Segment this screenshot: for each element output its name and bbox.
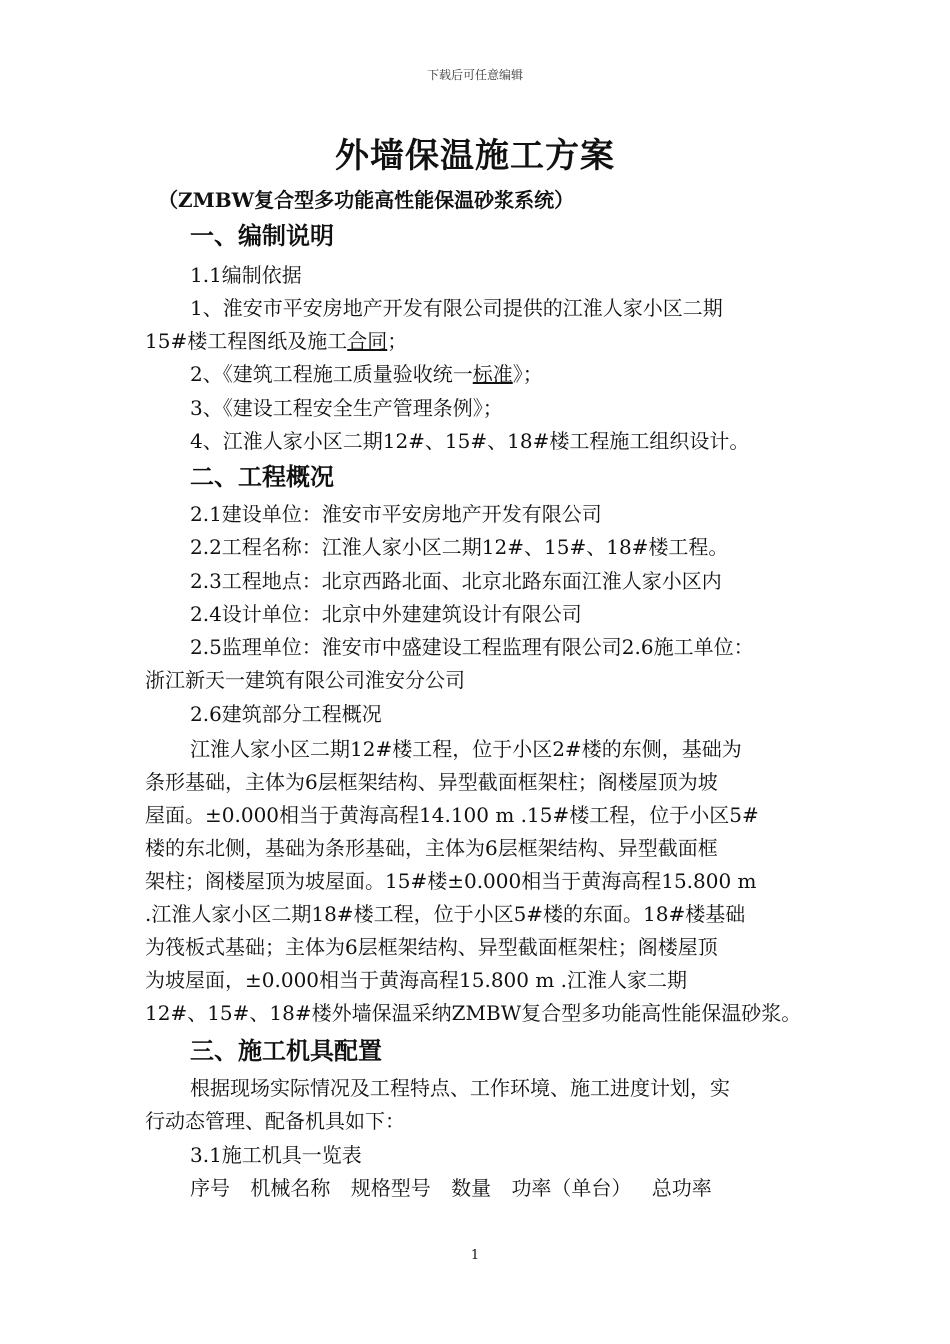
overview-line-3: 2.3工程地点：北京西路北面、北京北路东面江淮人家小区内 <box>190 569 722 593</box>
overview-line-1: 2.1建设单位：淮安市平安房地产开发有限公司 <box>190 502 602 526</box>
overview-line-4: 2.4设计单位：北京中外建建筑设计有限公司 <box>190 602 582 626</box>
document-subtitle: （ZMBW复合型多功能高性能保温砂浆系统） <box>158 188 575 212</box>
document-title: 外墙保温施工方案 <box>335 136 615 176</box>
header-note: 下载后可任意编辑 <box>426 68 523 82</box>
equipment-intro-cont: 行动态管理、配备机具如下： <box>145 1109 405 1133</box>
basis-item-1-end: ； <box>387 329 408 353</box>
equipment-table-title: 3.1施工机具一览表 <box>190 1143 362 1167</box>
basis-item-3: 3、《建设工程安全生产管理条例》； <box>190 396 503 420</box>
column-header: 机械名称 <box>250 1176 331 1200</box>
overview-para-line: 楼的东北侧，基础为条形基础，主体为6层框架结构、异型截面框 <box>145 836 718 860</box>
overview-para-line: 屋面。±0.000相当于黄海高程14.100 m .15#楼工程，位于小区5# <box>145 803 759 827</box>
column-header: 规格型号 <box>350 1176 431 1200</box>
overview-para-line: 条形基础，主体为6层框架结构、异型截面框架柱；阁楼屋顶为坡 <box>145 770 718 794</box>
overview-para-line: 为坡屋面，±0.000相当于黄海高程15.800 m .江淮人家二期 <box>145 968 688 992</box>
section-heading-3: 三、施工机具配置 <box>190 1036 382 1065</box>
equipment-intro: 根据现场实际情况及工程特点、工作环境、施工进度计划，实 <box>190 1076 730 1100</box>
equipment-table-header <box>190 1172 726 1201</box>
column-header: 功率（单台） <box>511 1176 632 1200</box>
basis-item-1: 1、淮安市平安房地产开发有限公司提供的江淮人家小区二期 <box>190 296 723 320</box>
column-header: 数量 <box>451 1176 492 1200</box>
overview-line-2: 2.2工程名称：江淮人家小区二期12#、15#、18#楼工程。 <box>190 535 729 559</box>
column-header: 总功率 <box>651 1176 712 1200</box>
standard-link[interactable]: 标准 <box>472 362 513 386</box>
basis-item-2-text: 2、《建筑工程施工质量验收统一 <box>190 362 473 386</box>
overview-line-5: 2.5监理单位：淮安市中盛建设工程监理有限公司2.6施工单位： <box>190 635 754 659</box>
basis-item-1-text: 15#楼工程图纸及施工 <box>145 329 348 353</box>
overview-para-line: .江淮人家小区二期18#楼工程，位于小区5#楼的东面。18#楼基础 <box>145 902 746 926</box>
section-heading-2: 二、工程概况 <box>190 462 334 491</box>
basis-item-4: 4、江淮人家小区二期12#、15#、18#楼工程施工组织设计。 <box>190 429 750 453</box>
basis-title: 1.1编制依据 <box>190 263 302 287</box>
section-heading-1: 一、编制说明 <box>190 221 334 250</box>
contract-link[interactable]: 合同 <box>347 329 388 353</box>
overview-para-line: 为筏板式基础；主体为6层框架结构、异型截面框架柱；阁楼屋顶 <box>145 935 718 959</box>
overview-para-line: 12#、15#、18#楼外墙保温采纳ZMBW复合型多功能高性能保温砂浆。 <box>145 1001 802 1025</box>
basis-item-1-cont <box>145 325 407 354</box>
basis-item-2-end: 》； <box>512 362 543 386</box>
overview-line-6: 2.6建筑部分工程概况 <box>190 702 382 726</box>
basis-item-2 <box>190 358 543 387</box>
column-header: 序号 <box>190 1176 230 1200</box>
page-number: 1 <box>470 1248 480 1263</box>
overview-para-line: 江淮人家小区二期12#楼工程，位于小区2#楼的东侧，基础为 <box>190 737 742 761</box>
overview-para-line: 架柱；阁楼屋顶为坡屋面。15#楼±0.000相当于黄海高程15.800 m <box>145 869 757 893</box>
overview-line-5-cont: 浙江新天一建筑有限公司淮安分公司 <box>145 668 465 692</box>
